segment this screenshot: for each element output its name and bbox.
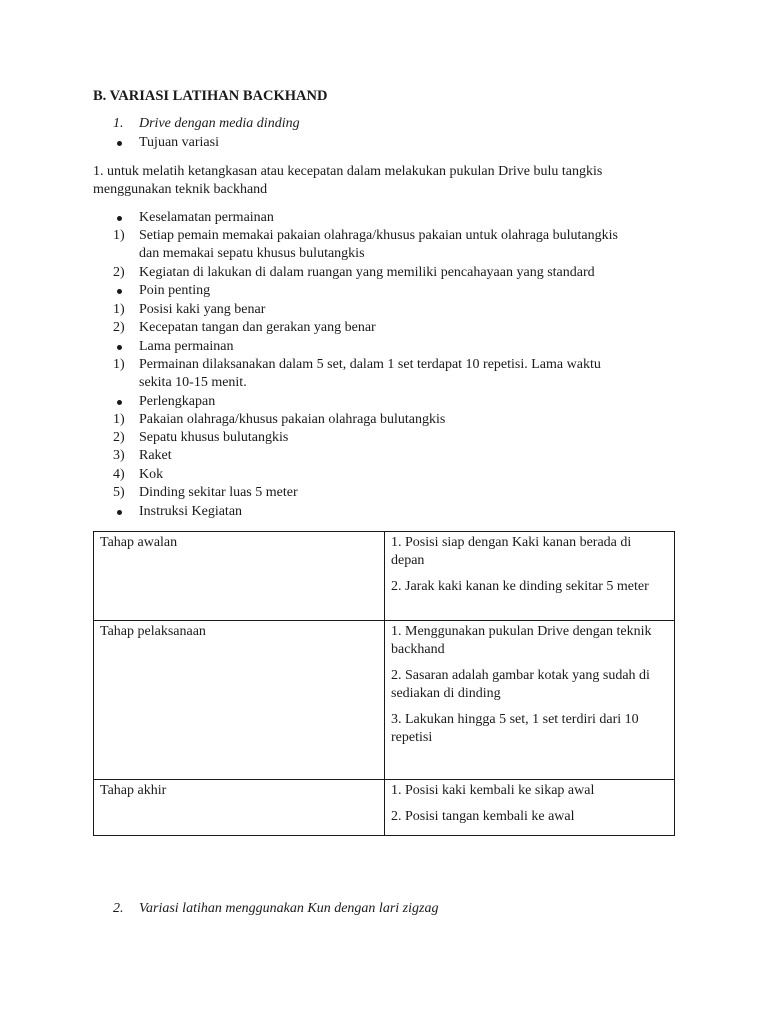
steps-cell bbox=[385, 532, 675, 621]
subsection-number: 2. bbox=[113, 901, 124, 916]
list-item-text: Kecepatan tangan dan gerakan yang benar bbox=[139, 320, 376, 335]
bullet-icon bbox=[117, 510, 122, 515]
list-item-text: Posisi kaki yang benar bbox=[139, 302, 266, 317]
table-row bbox=[94, 532, 675, 621]
stage-cell: Tahap akhir bbox=[94, 780, 385, 836]
list-marker: 3) bbox=[113, 448, 125, 463]
list-marker: 1) bbox=[113, 412, 125, 427]
list-marker: 1) bbox=[113, 357, 125, 372]
bullet-icon bbox=[117, 216, 122, 221]
table-row bbox=[94, 621, 675, 780]
list-item-text: Kegiatan di lakukan di dalam ruangan yang memiliki pencahayaan yang standard bbox=[139, 265, 595, 280]
steps-cell bbox=[385, 780, 675, 836]
list-marker: 2) bbox=[113, 320, 125, 335]
list-item-text: Keselamatan permainan bbox=[139, 210, 274, 225]
step-text: 2. Posisi tangan kembali ke awal bbox=[391, 809, 575, 824]
list-item-text: Setiap pemain memakai pakaian olahraga/khusus pakaian untuk olahraga bulutangkis bbox=[139, 228, 618, 243]
step-text: 2. Sasaran adalah gambar kotak yang sudah di sediakan di dinding bbox=[391, 668, 650, 701]
list-marker: 5) bbox=[113, 485, 125, 500]
subsection-title: Drive dengan media dinding bbox=[139, 116, 300, 131]
subsection-title: Variasi latihan menggunakan Kun dengan lari zigzag bbox=[139, 901, 439, 916]
step-text: 1. Posisi kaki kembali ke sikap awal bbox=[391, 783, 595, 798]
list-marker: 2) bbox=[113, 430, 125, 445]
objective-paragraph: 1. untuk melatih ketangkasan atau kecepatan dalam melakukan pukulan Drive bulu tangkis menggunakan teknik backhand bbox=[93, 164, 603, 197]
stage-cell: Tahap awalan bbox=[94, 532, 385, 621]
table-row bbox=[94, 780, 675, 836]
section-heading: B. VARIASI LATIHAN BACKHAND bbox=[93, 88, 328, 104]
bullet-icon bbox=[117, 289, 122, 294]
list-marker: 2) bbox=[113, 265, 125, 280]
list-item-text: Poin penting bbox=[139, 283, 211, 298]
step-text: 3. Lakukan hingga 5 set, 1 set terdiri dari 10 repetisi bbox=[391, 712, 639, 745]
step-text: 1. Posisi siap dengan Kaki kanan berada di depan bbox=[391, 535, 632, 568]
list-item-text: Permainan dilaksanakan dalam 5 set, dalam 1 set terdapat 10 repetisi. Lama waktu bbox=[139, 357, 601, 372]
list-item-text: Lama permainan bbox=[139, 339, 234, 354]
list-item-text: Raket bbox=[139, 448, 172, 463]
bullet-label: Tujuan variasi bbox=[139, 135, 219, 150]
stage-cell: Tahap pelaksanaan bbox=[94, 621, 385, 780]
list-item-text: Sepatu khusus bulutangkis bbox=[139, 430, 289, 445]
steps-cell bbox=[385, 621, 675, 780]
list-item-text: Instruksi Kegiatan bbox=[139, 504, 243, 519]
list-marker: 1) bbox=[113, 228, 125, 243]
list-item-text: Dinding sekitar luas 5 meter bbox=[139, 485, 298, 500]
list-marker: 1) bbox=[113, 302, 125, 317]
subsection-number: 1. bbox=[113, 116, 124, 131]
list-item-text: Pakaian olahraga/khusus pakaian olahraga bulutangkis bbox=[139, 412, 446, 427]
list-item-text: Perlengkapan bbox=[139, 394, 216, 409]
bullet-icon bbox=[117, 345, 122, 350]
list-item-text: dan memakai sepatu khusus bulutangkis bbox=[139, 246, 365, 261]
step-text: 1. Menggunakan pukulan Drive dengan teknik backhand bbox=[391, 624, 652, 657]
instruction-table bbox=[93, 531, 675, 836]
bullet-icon bbox=[117, 141, 122, 146]
list-item-text: sekita 10-15 menit. bbox=[139, 375, 247, 390]
step-text: 2. Jarak kaki kanan ke dinding sekitar 5 meter bbox=[391, 579, 649, 594]
bullet-icon bbox=[117, 400, 122, 405]
list-item-text: Kok bbox=[139, 467, 164, 482]
list-marker: 4) bbox=[113, 467, 125, 482]
